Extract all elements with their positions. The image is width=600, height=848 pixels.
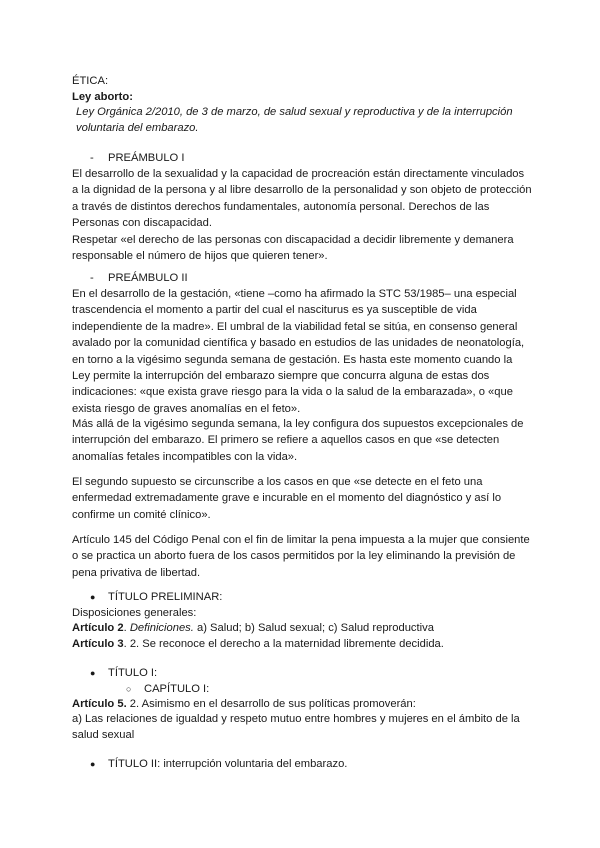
titulo-preliminar-heading [90, 589, 222, 605]
bullet-dot: ● [90, 668, 96, 678]
preambulo-2-paragraph-2: Más allá de la vigésimo segunda semana, la ley configura dos supuestos excepcionales de interrupción del embarazo. El primero se refiere a aquellos casos en que «se detecten anomalías fetales incompatibles con la vida». [72, 418, 524, 463]
articulo-3-text: . 2. Se reconoce el derecho a la maternidad libremente decidida. [123, 638, 444, 650]
articulo-2-definiciones: Definiciones. [129, 622, 194, 634]
topic-heading: Ley aborto: [72, 91, 133, 103]
articulo-2-text: a) Salud; b) Salud sexual; c) Salud reproductiva [193, 622, 434, 634]
articulo-3-label: Artículo 3 [72, 638, 124, 650]
bullet-dot: ● [90, 759, 96, 769]
law-title-line-2: voluntaria del embarazo. [76, 122, 199, 134]
articulo-5-item-a: a) Las relaciones de igualdad y respeto mutuo entre hombres y mujeres en el ámbito de la salud sexual [72, 713, 520, 742]
bullet-dot: ● [90, 592, 96, 602]
articulo-5-line [72, 696, 532, 712]
capitulo-1-heading [126, 681, 209, 697]
titulo-preliminar-title: TÍTULO PRELIMINAR: [108, 591, 223, 603]
preambulo-2-heading [90, 270, 188, 286]
disposiciones-generales: Disposiciones generales: [72, 607, 197, 619]
articulo-3-line [72, 636, 532, 652]
articulo-2-dot: . [123, 622, 130, 634]
preambulo-1-paragraph-2: Respetar «el derecho de las personas con discapacidad a decidir libremente y demanera responsable el número de hijos que quieren tener». [72, 234, 514, 263]
titulo-2-title: TÍTULO II: interrupción voluntaria del embarazo. [108, 758, 348, 770]
articulo-2-label: Artículo 2 [72, 622, 124, 634]
articulo-5-label: Artículo 5. [72, 698, 127, 710]
titulo-1-title: TÍTULO I: [108, 667, 158, 679]
preambulo-2-title: PREÁMBULO II [108, 272, 188, 284]
titulo-2-heading [90, 756, 347, 772]
circle-marker: ○ [126, 684, 132, 694]
preambulo-1-paragraph-1: El desarrollo de la sexualidad y la capacidad de procreación están directamente vinculados a la dignidad de la persona y al libre desarrollo de la personalidad y son objeto de protección a través de distintos derechos fundamentales, autonomía personal. Derechos de las Personas con discapacidad. [72, 168, 532, 230]
preambulo-1-title: PREÁMBULO I [108, 152, 185, 164]
preambulo-2-paragraph-4: Artículo 145 del Código Penal con el fin de limitar la pena impuesta a la mujer que consiente o se practica un aborto fuera de los casos permitidos por la ley eliminando la previsión de pena privativa de libertad. [72, 534, 530, 579]
law-title-line-1: Ley Orgánica 2/2010, de 3 de marzo, de salud sexual y reproductiva y de la interrupción [76, 106, 513, 118]
preambulo-2-paragraph-1: En el desarrollo de la gestación, «tiene –como ha afirmado la STC 53/1985– una especial trascendencia el momento a partir del cual el nasciturus es ya susceptible de vida independiente de la madre». El umbral de la viabilidad fetal se sitúa, en consenso general avalado por la comunidad científica y basado en estudios de las unidades de neonatología, en torno a la vigésimo segunda semana de gestación. Es hasta este momento cuando la Ley permite la interrupción del embarazo siempre que concurra alguna de estas dos indicaciones: «que exista grave riesgo para la vida o la salud de la embarazada», o «que exista riesgo de graves anomalías en el feto». [72, 288, 525, 415]
articulo-2-line [72, 620, 532, 636]
dash-marker: - [90, 152, 94, 164]
preambulo-1-heading [90, 150, 184, 166]
subject-heading: ÉTICA: [72, 75, 109, 87]
articulo-5-text: 2. Asimismo en el desarrollo de sus políticas promoverán: [126, 698, 416, 710]
titulo-1-heading [90, 665, 157, 681]
capitulo-1-title: CAPÍTULO I: [144, 683, 210, 695]
dash-marker: - [90, 272, 94, 284]
preambulo-2-paragraph-3: El segundo supuesto se circunscribe a los casos en que «se detecte en el feto una enfermedad extremadamente grave e incurable en el momento del diagnóstico y así lo confirme un comité clínico». [72, 476, 502, 521]
